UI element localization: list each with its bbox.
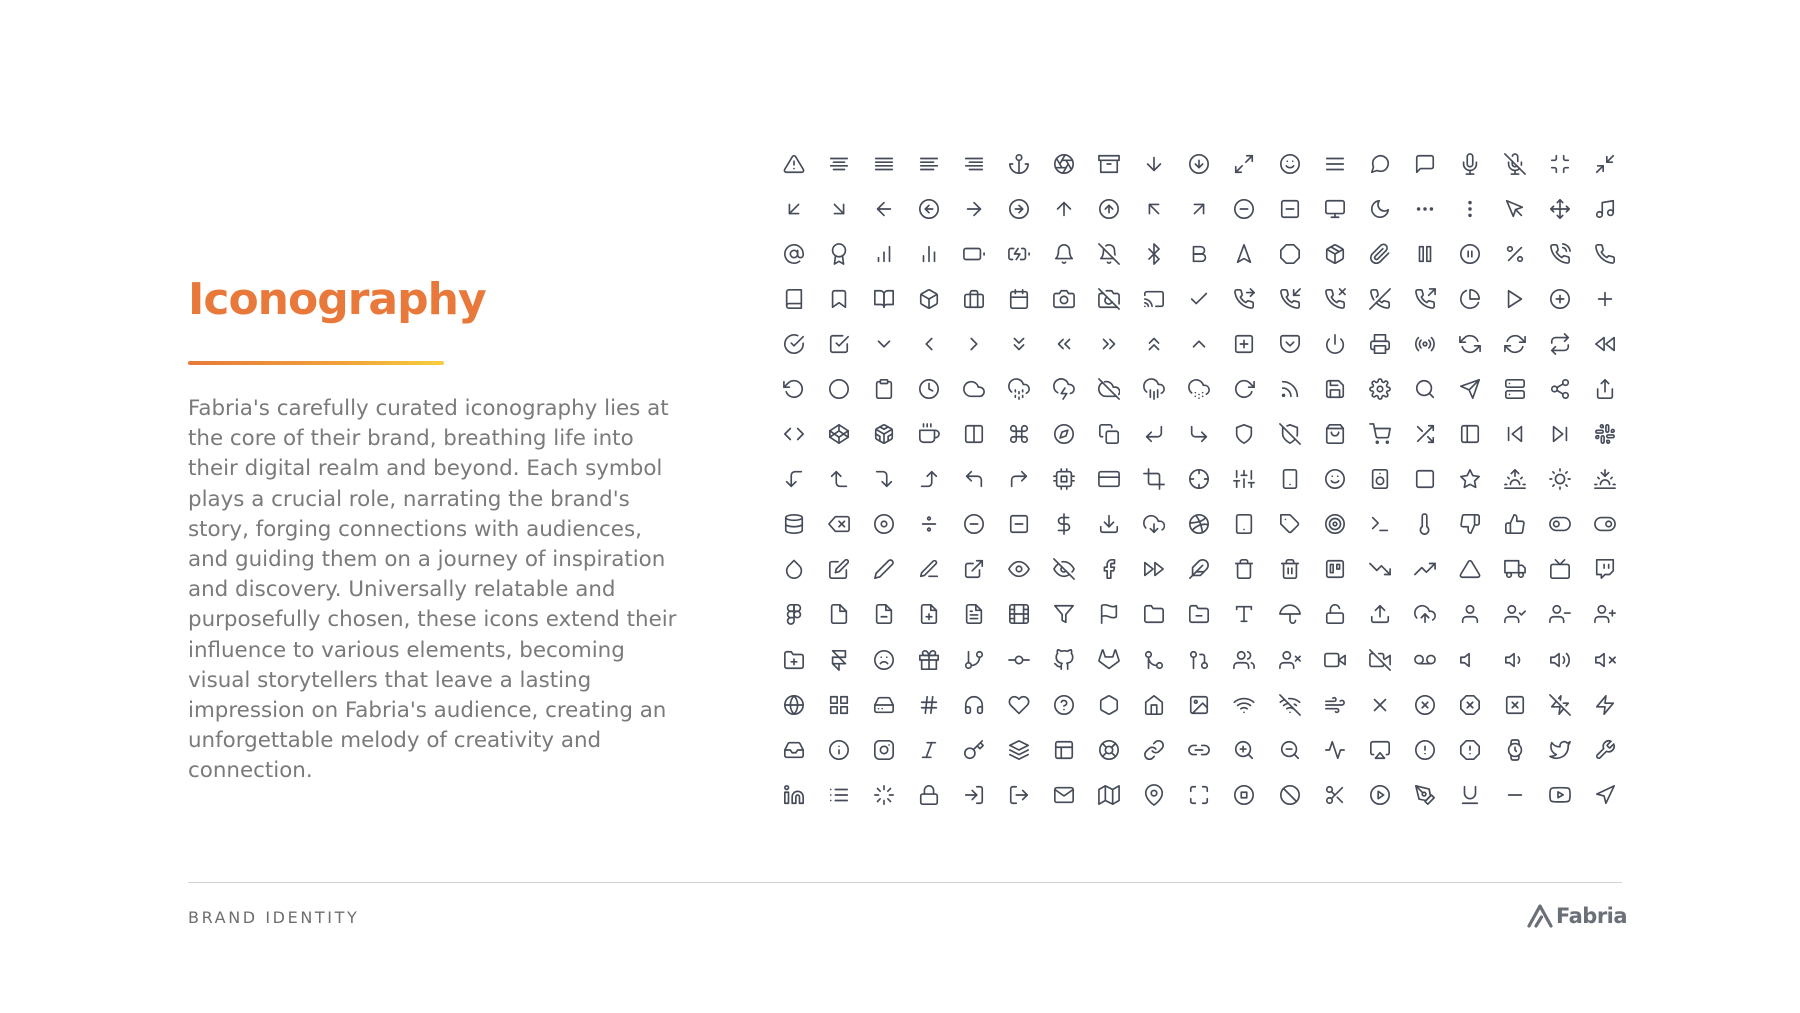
x-octagon-icon — [1447, 682, 1492, 727]
check-icon — [1177, 276, 1222, 321]
toggle-left-icon — [1538, 502, 1583, 547]
key-icon — [951, 727, 996, 772]
arrow-down-icon — [1132, 141, 1177, 186]
video-icon — [1312, 637, 1357, 682]
camera-off-icon — [1087, 276, 1132, 321]
bluetooth-icon — [1132, 231, 1177, 276]
arrow-down-left-icon — [771, 186, 816, 231]
footer-divider — [188, 882, 1622, 883]
corner-up-left-icon — [951, 457, 996, 502]
chevrons-up-icon — [1132, 321, 1177, 366]
instagram-icon — [861, 727, 906, 772]
square-icon — [1402, 457, 1447, 502]
music-icon — [1583, 186, 1628, 231]
watch-icon — [1493, 727, 1538, 772]
film-icon — [996, 592, 1041, 637]
volume-1-icon — [1493, 637, 1538, 682]
smile-icon — [1267, 141, 1312, 186]
cloud-off-icon — [1087, 366, 1132, 411]
pie-chart-icon — [1447, 276, 1492, 321]
phone-icon — [1583, 231, 1628, 276]
server-icon — [1493, 366, 1538, 411]
plus-circle-icon — [1538, 276, 1583, 321]
minimize-2-icon — [1583, 141, 1628, 186]
headphones-icon — [951, 682, 996, 727]
corner-right-up-icon — [906, 457, 951, 502]
mic-off-icon — [1493, 141, 1538, 186]
trending-down-icon — [1357, 547, 1402, 592]
airplay-icon — [1357, 727, 1402, 772]
loader-icon — [861, 772, 906, 817]
sliders-icon — [1222, 457, 1267, 502]
cloud-rain-icon — [1132, 366, 1177, 411]
edit-2-icon — [861, 547, 906, 592]
slack-icon — [1583, 412, 1628, 457]
grid-icon — [816, 682, 861, 727]
camera-icon — [1042, 276, 1087, 321]
file-minus-icon — [861, 592, 906, 637]
compass-icon — [1042, 412, 1087, 457]
file-plus-icon — [906, 592, 951, 637]
hash-icon — [906, 682, 951, 727]
volume-icon — [1447, 637, 1492, 682]
archive-icon — [1087, 141, 1132, 186]
help-circle-icon — [1042, 682, 1087, 727]
x-square-icon — [1493, 682, 1538, 727]
icon-grid — [771, 141, 1611, 817]
download-cloud-icon — [1132, 502, 1177, 547]
repeat-icon — [1538, 321, 1583, 366]
droplet-icon — [771, 547, 816, 592]
thumbs-down-icon — [1447, 502, 1492, 547]
monitor-icon — [1312, 186, 1357, 231]
trash-icon — [1222, 547, 1267, 592]
database-icon — [771, 502, 816, 547]
zap-off-icon — [1538, 682, 1583, 727]
more-horizontal-icon — [1402, 186, 1447, 231]
type-icon — [1222, 592, 1267, 637]
sidebar-icon — [1447, 412, 1492, 457]
arrow-left-icon — [861, 186, 906, 231]
cast-icon — [1132, 276, 1177, 321]
zap-icon — [1583, 682, 1628, 727]
sun-icon — [1538, 457, 1583, 502]
phone-incoming-icon — [1267, 276, 1312, 321]
dollar-sign-icon — [1042, 502, 1087, 547]
cloud-drizzle-icon — [996, 366, 1041, 411]
external-link-icon — [951, 547, 996, 592]
edit-3-icon — [906, 547, 951, 592]
bar-chart-2-icon — [906, 231, 951, 276]
chevrons-right-icon — [1087, 321, 1132, 366]
calendar-icon — [996, 276, 1041, 321]
wifi-off-icon — [1267, 682, 1312, 727]
move-icon — [1538, 186, 1583, 231]
x-circle-icon — [1402, 682, 1447, 727]
image-icon — [1177, 682, 1222, 727]
filter-icon — [1042, 592, 1087, 637]
upload-icon — [1357, 592, 1402, 637]
terminal-icon — [1357, 502, 1402, 547]
x-icon — [1357, 682, 1402, 727]
phone-outgoing-icon — [1402, 276, 1447, 321]
tool-icon — [1583, 727, 1628, 772]
download-icon — [1087, 502, 1132, 547]
flag-icon — [1087, 592, 1132, 637]
globe-icon — [771, 682, 816, 727]
arrow-right-icon — [951, 186, 996, 231]
award-icon — [816, 231, 861, 276]
list-icon — [816, 772, 861, 817]
chevron-left-icon — [906, 321, 951, 366]
zoom-out-icon — [1267, 727, 1312, 772]
smile-icon — [1312, 457, 1357, 502]
arrow-up-right-icon — [1177, 186, 1222, 231]
log-out-icon — [996, 772, 1041, 817]
scissors-icon — [1312, 772, 1357, 817]
link-icon — [1132, 727, 1177, 772]
octagon-icon — [1267, 231, 1312, 276]
minimize-icon — [1538, 141, 1583, 186]
radio-icon — [1402, 321, 1447, 366]
phone-forwarded-icon — [1222, 276, 1267, 321]
rotate-ccw-icon — [771, 366, 816, 411]
check-circle-icon — [771, 321, 816, 366]
columns-icon — [951, 412, 996, 457]
corner-down-left-icon — [1132, 412, 1177, 457]
sunrise-icon — [1493, 457, 1538, 502]
moon-icon — [1357, 186, 1402, 231]
check-square-icon — [816, 321, 861, 366]
alert-octagon-icon — [1447, 727, 1492, 772]
box-icon — [906, 276, 951, 321]
gift-icon — [906, 637, 951, 682]
speaker-icon — [1357, 457, 1402, 502]
trending-up-icon — [1402, 547, 1447, 592]
file-icon — [816, 592, 861, 637]
delete-icon — [816, 502, 861, 547]
fast-forward-icon — [1132, 547, 1177, 592]
credit-card-icon — [1087, 457, 1132, 502]
arrow-up-icon — [1042, 186, 1087, 231]
at-sign-icon — [771, 231, 816, 276]
git-pull-request-icon — [1177, 637, 1222, 682]
shuffle-icon — [1402, 412, 1447, 457]
facebook-icon — [1087, 547, 1132, 592]
user-plus-icon — [1583, 592, 1628, 637]
share-2-icon — [1538, 366, 1583, 411]
clock-icon — [906, 366, 951, 411]
rss-icon — [1267, 366, 1312, 411]
minus-square-icon — [996, 502, 1041, 547]
minus-icon — [1493, 772, 1538, 817]
menu-icon — [1312, 141, 1357, 186]
search-icon — [1402, 366, 1447, 411]
italic-icon — [906, 727, 951, 772]
arrow-up-left-icon — [1132, 186, 1177, 231]
arrow-right-circle-icon — [996, 186, 1041, 231]
arrow-down-right-icon — [816, 186, 861, 231]
framer-icon — [816, 637, 861, 682]
link-2-icon — [1177, 727, 1222, 772]
battery-charging-icon — [996, 231, 1041, 276]
chevron-right-icon — [951, 321, 996, 366]
disc-icon — [861, 502, 906, 547]
life-buoy-icon — [1087, 727, 1132, 772]
paperclip-icon — [1357, 231, 1402, 276]
footer-label: BRAND IDENTITY — [188, 908, 360, 927]
hexagon-icon — [1087, 682, 1132, 727]
codesandbox-icon — [861, 412, 906, 457]
truck-icon — [1493, 547, 1538, 592]
user-icon — [1447, 592, 1492, 637]
inbox-icon — [771, 727, 816, 772]
upload-cloud-icon — [1402, 592, 1447, 637]
crop-icon — [1132, 457, 1177, 502]
dribbble-icon — [1177, 502, 1222, 547]
fabria-logo-icon — [1527, 904, 1553, 928]
volume-x-icon — [1583, 637, 1628, 682]
tablet-icon — [1222, 502, 1267, 547]
git-branch-icon — [951, 637, 996, 682]
trello-icon — [1312, 547, 1357, 592]
title-underline — [188, 361, 444, 365]
video-off-icon — [1357, 637, 1402, 682]
anchor-icon — [996, 141, 1041, 186]
zoom-in-icon — [1222, 727, 1267, 772]
shopping-cart-icon — [1357, 412, 1402, 457]
thumbs-up-icon — [1493, 502, 1538, 547]
chevrons-down-icon — [996, 321, 1041, 366]
star-icon — [1447, 457, 1492, 502]
shopping-bag-icon — [1312, 412, 1357, 457]
triangle-icon — [1447, 547, 1492, 592]
bookmark-icon — [816, 276, 861, 321]
page-title: Iconography — [188, 274, 486, 325]
pause-circle-icon — [1447, 231, 1492, 276]
voicemail-icon — [1402, 637, 1447, 682]
pocket-icon — [1267, 321, 1312, 366]
chevron-up-icon — [1177, 321, 1222, 366]
refresh-ccw-icon — [1447, 321, 1492, 366]
navigation-icon — [1583, 772, 1628, 817]
plus-square-icon — [1222, 321, 1267, 366]
umbrella-icon — [1267, 592, 1312, 637]
phone-call-icon — [1538, 231, 1583, 276]
crosshair-icon — [1177, 457, 1222, 502]
thermometer-icon — [1402, 502, 1447, 547]
cloud-lightning-icon — [1042, 366, 1087, 411]
play-icon — [1493, 276, 1538, 321]
power-icon — [1312, 321, 1357, 366]
frown-icon — [861, 637, 906, 682]
feather-icon — [1177, 547, 1222, 592]
description: Fabria's carefully curated iconography lies at the core of their brand, breathing life into their digital realm and beyond. Each symbol plays a crucial role, narrating the brand's story, forging connections with audiences, and guiding them on a journey of inspiration and discovery. Universally relatable and purposefully chosen, these icons extend their influence to various elements, becoming visual storytellers that leave a lasting impression on Fabria's audience, creating an unforgettable melody of creativity and connection. — [188, 396, 677, 784]
folder-minus-icon — [1177, 592, 1222, 637]
gitlab-icon — [1087, 637, 1132, 682]
bar-chart-icon — [861, 231, 906, 276]
share-icon — [1583, 366, 1628, 411]
alert-circle-icon — [1402, 727, 1447, 772]
alert-triangle-icon — [771, 141, 816, 186]
corner-down-right-icon — [1177, 412, 1222, 457]
printer-icon — [1357, 321, 1402, 366]
heart-icon — [996, 682, 1041, 727]
chevrons-left-icon — [1042, 321, 1087, 366]
skip-forward-icon — [1538, 412, 1583, 457]
aperture-icon — [1042, 141, 1087, 186]
maximize-icon — [1177, 772, 1222, 817]
coffee-icon — [906, 412, 951, 457]
slash-icon — [1267, 772, 1312, 817]
brand-logo — [1527, 904, 1627, 928]
message-square-icon — [1402, 141, 1447, 186]
users-icon — [1222, 637, 1267, 682]
file-text-icon — [951, 592, 996, 637]
user-minus-icon — [1538, 592, 1583, 637]
eye-icon — [996, 547, 1041, 592]
bell-icon — [1042, 231, 1087, 276]
twitch-icon — [1583, 547, 1628, 592]
divide-icon — [906, 502, 951, 547]
skip-back-icon — [1493, 412, 1538, 457]
log-in-icon — [951, 772, 996, 817]
copy-icon — [1087, 412, 1132, 457]
wifi-icon — [1222, 682, 1267, 727]
rotate-cw-icon — [1222, 366, 1267, 411]
git-merge-icon — [1132, 637, 1177, 682]
unlock-icon — [1312, 592, 1357, 637]
user-check-icon — [1493, 592, 1538, 637]
battery-icon — [951, 231, 996, 276]
toggle-right-icon — [1583, 502, 1628, 547]
corner-right-down-icon — [861, 457, 906, 502]
rewind-icon — [1583, 321, 1628, 366]
code-icon — [771, 412, 816, 457]
corner-up-right-icon — [996, 457, 1041, 502]
smartphone-icon — [1267, 457, 1312, 502]
hard-drive-icon — [861, 682, 906, 727]
layout-icon — [1042, 727, 1087, 772]
align-right-icon — [951, 141, 996, 186]
info-icon — [816, 727, 861, 772]
shield-icon — [1222, 412, 1267, 457]
github-icon — [1042, 637, 1087, 682]
tag-icon — [1267, 502, 1312, 547]
minus-circle-icon — [1222, 186, 1267, 231]
git-commit-icon — [996, 637, 1041, 682]
layers-icon — [996, 727, 1041, 772]
arrow-down-circle-icon — [1177, 141, 1222, 186]
navigation-2-icon — [1222, 231, 1267, 276]
corner-left-up-icon — [816, 457, 861, 502]
codepen-icon — [816, 412, 861, 457]
stop-circle-icon — [1222, 772, 1267, 817]
user-x-icon — [1267, 637, 1312, 682]
plus-icon — [1583, 276, 1628, 321]
settings-icon — [1357, 366, 1402, 411]
bold-icon — [1177, 231, 1222, 276]
message-circle-icon — [1357, 141, 1402, 186]
cloud-snow-icon — [1177, 366, 1222, 411]
save-icon — [1312, 366, 1357, 411]
arrow-left-circle-icon — [906, 186, 951, 231]
folder-icon — [1132, 592, 1177, 637]
map-pin-icon — [1132, 772, 1177, 817]
arrow-up-circle-icon — [1087, 186, 1132, 231]
mic-icon — [1447, 141, 1492, 186]
pause-icon — [1402, 231, 1447, 276]
cpu-icon — [1042, 457, 1087, 502]
minus-circle-icon — [951, 502, 996, 547]
book-icon — [771, 276, 816, 321]
bell-off-icon — [1087, 231, 1132, 276]
clipboard-icon — [861, 366, 906, 411]
youtube-icon — [1538, 772, 1583, 817]
refresh-cw-icon — [1493, 321, 1538, 366]
chevron-down-icon — [861, 321, 906, 366]
shield-off-icon — [1267, 412, 1312, 457]
wind-icon — [1312, 682, 1357, 727]
sunset-icon — [1583, 457, 1628, 502]
cloud-icon — [951, 366, 996, 411]
align-justify-icon — [861, 141, 906, 186]
trash-2-icon — [1267, 547, 1312, 592]
percent-icon — [1493, 231, 1538, 276]
play-circle-icon — [1357, 772, 1402, 817]
align-center-icon — [816, 141, 861, 186]
map-icon — [1087, 772, 1132, 817]
briefcase-icon — [951, 276, 996, 321]
phone-missed-icon — [1312, 276, 1357, 321]
corner-left-down-icon — [771, 457, 816, 502]
brand-name: Fabria — [1556, 904, 1628, 928]
package-icon — [1312, 231, 1357, 276]
tv-icon — [1538, 547, 1583, 592]
circle-icon — [816, 366, 861, 411]
linkedin-icon — [771, 772, 816, 817]
volume-2-icon — [1538, 637, 1583, 682]
send-icon — [1447, 366, 1492, 411]
more-vertical-icon — [1447, 186, 1492, 231]
folder-plus-icon — [771, 637, 816, 682]
twitter-icon — [1538, 727, 1583, 772]
mail-icon — [1042, 772, 1087, 817]
book-open-icon — [861, 276, 906, 321]
eye-off-icon — [1042, 547, 1087, 592]
phone-off-icon — [1357, 276, 1402, 321]
maximize-2-icon — [1222, 141, 1267, 186]
edit-icon — [816, 547, 861, 592]
minus-square-icon — [1267, 186, 1312, 231]
figma-icon — [771, 592, 816, 637]
lock-icon — [906, 772, 951, 817]
mouse-pointer-icon — [1493, 186, 1538, 231]
home-icon — [1132, 682, 1177, 727]
command-icon — [996, 412, 1041, 457]
underline-icon — [1447, 772, 1492, 817]
target-icon — [1312, 502, 1357, 547]
activity-icon — [1312, 727, 1357, 772]
pen-tool-icon — [1402, 772, 1447, 817]
align-left-icon — [906, 141, 951, 186]
